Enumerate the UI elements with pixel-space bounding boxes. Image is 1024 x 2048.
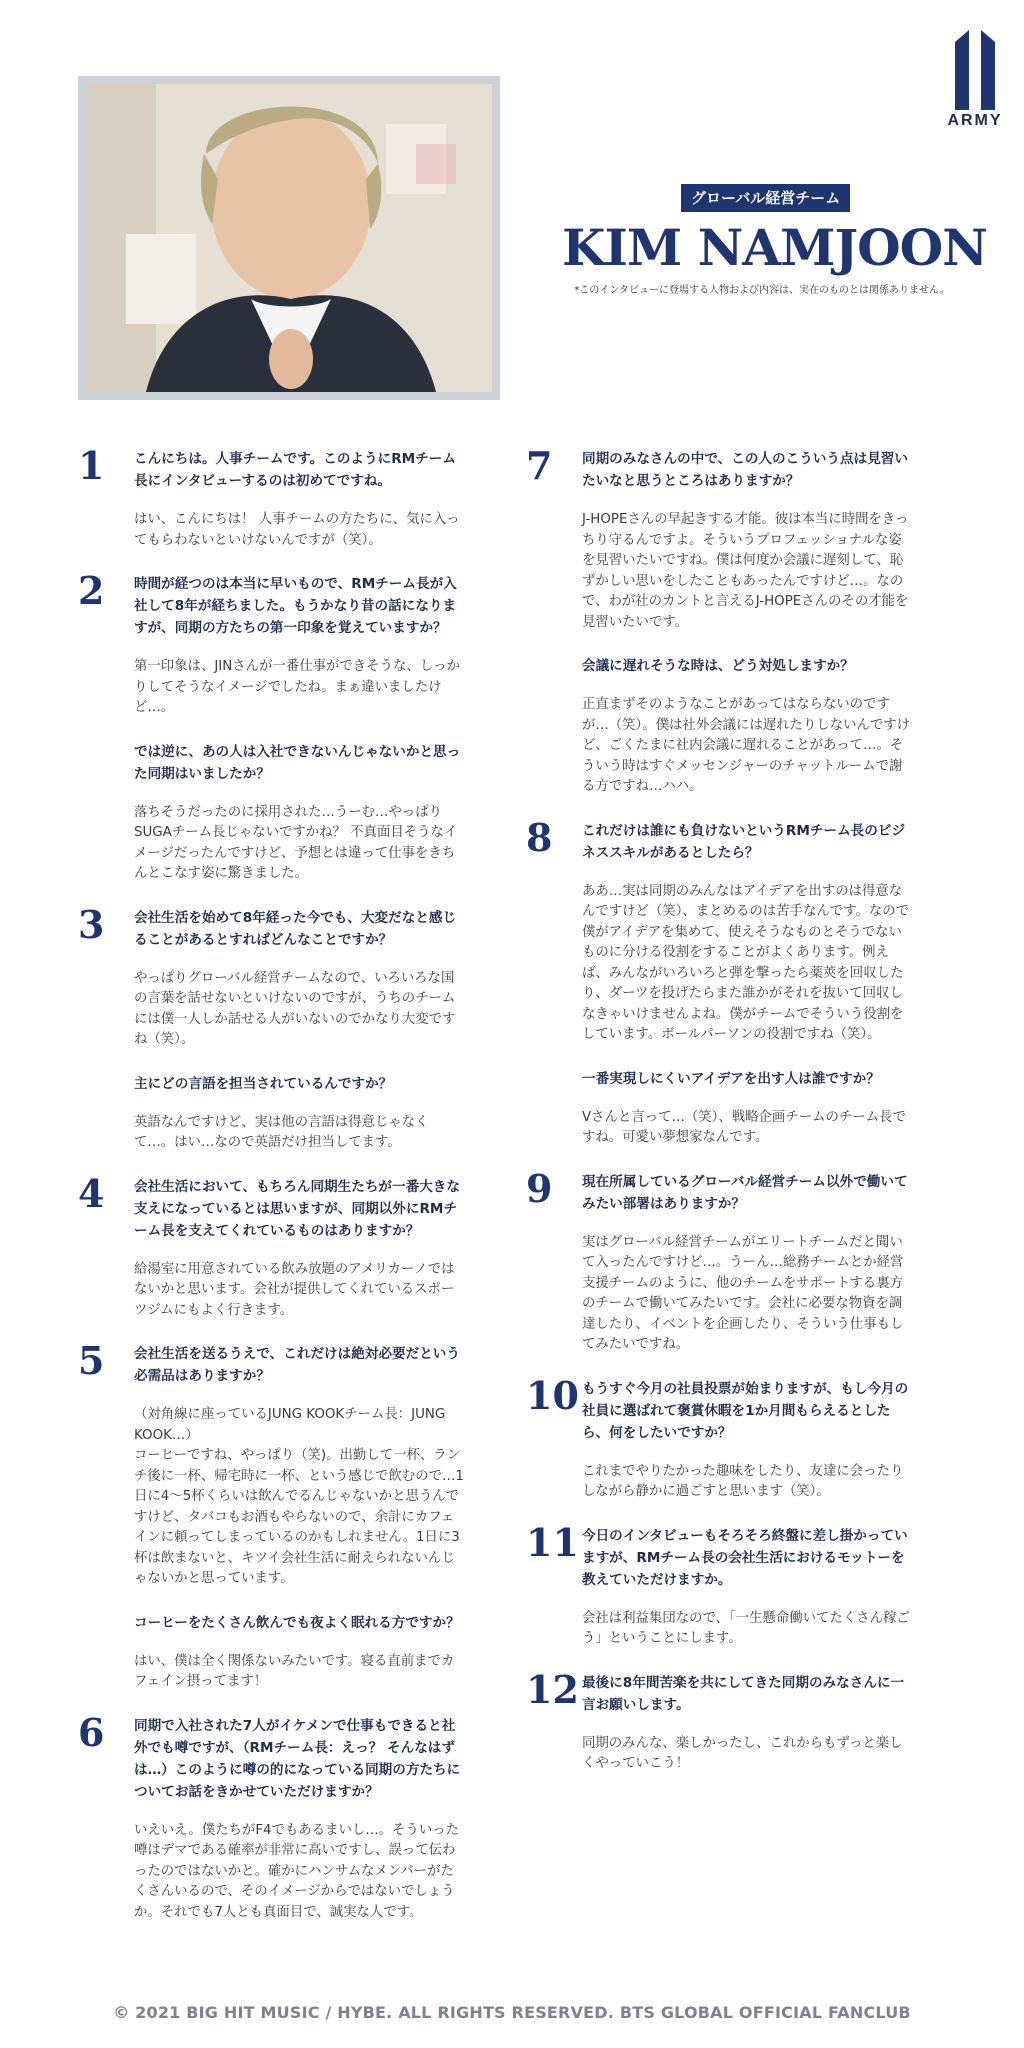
answer: これまでやりたかった趣味をしたり、友達に会ったりしながら静かに過ごすと思います（笑）。 bbox=[582, 1463, 904, 1499]
question: 会社生活を送るうえで、これだけは絶対必要だという必需品はありますか？ bbox=[134, 1346, 460, 1384]
qa-item bbox=[78, 1170, 466, 1322]
copyright-footer: © 2021 BIG HIT MUSIC / HYBE. ALL RIGHTS RESERVED. BTS GLOBAL OFFICIAL FANCLUB bbox=[113, 2003, 911, 2022]
follow-up-question: では逆に、あの人は入社できないんじゃないかと思った同期はいましたか？ bbox=[134, 743, 461, 782]
answer: いえいえ。僕たちがF4でもあるまいし…。そういった噂はデマである確率が非常に高いですし、誤って伝わったのではないかと。確かにハンサムなメンバーがたくさんいるので、そのイメージからではないでしょうか。それでも7人とも真面目で、誠実な人です。 bbox=[134, 1822, 460, 1920]
follow-up-question: コーヒーをたくさん飲んでも夜よく眠れる方ですか？ bbox=[134, 1614, 460, 1631]
follow-up-question: 一番実現しにくいアイデアを出す人は誰ですか？ bbox=[582, 1070, 880, 1087]
question-number: 8 bbox=[526, 814, 553, 860]
qa-item bbox=[78, 568, 466, 885]
army-logo bbox=[946, 28, 1004, 130]
question-number: 7 bbox=[526, 443, 553, 488]
question-number: 9 bbox=[526, 1165, 553, 1211]
question: 現在所属しているグローバル経営チーム以外で働いてみたい部署はありますか？ bbox=[582, 1173, 908, 1212]
team-badge: グローバル経営チーム bbox=[681, 184, 850, 212]
answer: J-HOPEさんの早起きする才能。彼は本当に時間をきっちり守るんですよ。そういうプロフェッショナルな姿を見習いたいですね。僕は何度か会議に遅刻して、恥ずかしい思いをしたこともあったんですけど…。なので、わが社のカントと言えるJ-HOPEさんのその才能を見習いたいです。 bbox=[582, 512, 909, 630]
qa-item bbox=[526, 1519, 914, 1650]
answer: ああ…実は同期のみんなはアイデアを出すのは得意なんですけど（笑）、まとめるのは苦手なんです。なので僕がアイデアを集めて、使えそうなものとそうでないものに分ける役割をすることがよくあります。例えば、みんながいろいろと弾を撃ったら薬莢を回収したり、ダーツを投げたらまた誰かがそれを抜いて回収しなきゃいけませんよね。僕がチームでそういう役割をしています。ボールパーソンの役割ですね（笑）。 bbox=[582, 883, 909, 1042]
question-number: 6 bbox=[78, 1709, 105, 1755]
portrait-photo bbox=[86, 84, 492, 392]
answer: 会社は利益集団なので、「一生懸命働いてたくさん稼ごう」ということにします。 bbox=[582, 1610, 910, 1646]
question-number: 1 bbox=[78, 443, 105, 488]
qa-item bbox=[526, 443, 914, 798]
person-name: KIM NAMJOON bbox=[562, 218, 987, 277]
qa-item bbox=[526, 1165, 914, 1356]
question-number: 5 bbox=[78, 1338, 105, 1383]
question-number: 2 bbox=[78, 568, 105, 613]
follow-up-answer: はい、僕は全く関係ないみたいです。寝る直前までカフェイン摂ってます！ bbox=[134, 1653, 455, 1689]
question-number: 4 bbox=[78, 1170, 105, 1216]
follow-up-question: 主にどの言語を担当されているんですか？ bbox=[134, 1075, 393, 1092]
answer: はい、こんにちは！ 人事チームの方たちに、気に入ってもらわないといけないんですが（笑）。 bbox=[134, 512, 460, 548]
question-number: 10 bbox=[526, 1372, 579, 1418]
question: 時間が経つのは本当に早いもので、RMチーム長が入社して8年が経ちました。もうかなり昔の話になりますが、同期の方たちの第一印象を覚えていますか？ bbox=[134, 576, 457, 636]
follow-up-answer: 英語なんですけど、実は他の言語は得意じゃなくて…。はい…なので英語だけ担当してます。 bbox=[134, 1114, 429, 1150]
question-number: 11 bbox=[526, 1519, 579, 1565]
follow-up-answer: Vさんと言って…（笑）、戦略企画チームのチーム長ですね。可愛い夢想家なんです。 bbox=[582, 1109, 906, 1145]
question: これだけは誰にも負けないというRMチーム長のビジネススキルがあるとしたら？ bbox=[582, 822, 906, 861]
answer: 実はグローバル経営チームがエリートチームだと聞いて入ったんですけど…。うーん…総務チームとか経営支援チームのように、他のチームをサポートする裏方のチームで働いてみたいです。会社に必要な物資を調達したり、イベントを企画したり、そういう仕事もしてみたいですね。 bbox=[582, 1234, 904, 1352]
question: 会社生活において、もちろん同期生たちが一番大きな支えになっているとは思いますが、同期以外にRMチーム長を支えてくれているものはありますか？ bbox=[134, 1178, 460, 1239]
qa-item bbox=[78, 1338, 466, 1693]
answer: （対角線に座っているJUNG KOOKチーム長：JUNG KOOK…） コーヒーですね、やっぱり（笑)。出勤して一杯、ランチ後に一杯、帰宅時に一杯、という感じで飲むので…1日に4〜5杯くらいは飲んでるんじゃないかと思うんですけど、タバコもお酒もやらないので、余計にカフェインに頼ってしまっているのかもしれません。1日に3杯は飲まないと、キツイ会社生活に耐えられないんじゃないかと思っています。 bbox=[134, 1407, 464, 1586]
qa-item bbox=[526, 1372, 914, 1503]
question: 会社生活を始めて8年経った今でも、大変だなと感じることがあるとすればどんなことですか？ bbox=[134, 909, 457, 948]
question: もうすぐ今月の社員投票が始まりますが、もし今月の社員に選ばれて褒賞休暇を1か月間もらえるとしたら、何をしたいですか？ bbox=[582, 1380, 909, 1441]
qa-item bbox=[78, 443, 466, 551]
follow-up-answer: 正直まずそのようなことがあってはならないのですが…（笑）。僕は社外会議には遅れたりしないんですけど、ごくたまに社内会議に遅れることがあって…。そういう時はすぐメッセンジャーのチャットルームで謝る方ですね…ハハ。 bbox=[582, 697, 911, 794]
portrait-illustration bbox=[86, 84, 492, 392]
question: 同期のみなさんの中で、この人のこういう点は見習いたいなと思うところはありますか？ bbox=[582, 451, 908, 489]
question: 同期で入社された7人がイケメンで仕事もできると社外でも噂ですが、（RMチーム長：えっ？ そんなはずは…）このように噂の的になっている同期の方たちについてお話をきかせていただけますか？ bbox=[134, 1717, 461, 1800]
portrait-photo-frame bbox=[78, 76, 500, 400]
question-number: 12 bbox=[526, 1666, 579, 1712]
interview-column-right bbox=[526, 443, 914, 1797]
answer: 給湯室に用意されている飲み放題のアメリカーノではないかと思います。会社が提供してくれているスポーツジムにもよく行きます。 bbox=[134, 1261, 455, 1318]
army-logo-icon bbox=[946, 28, 1004, 110]
follow-up-answer: 落ちそうだったのに採用された…うーむ…やっぱりSUGAチーム長じゃないですかね？ 不真面目そうなイメージだったんですけど、予想とは違って仕事をきちんとこなす姿に驚きました。 bbox=[134, 804, 458, 881]
question: こんにちは。人事チームです。このようにRMチーム長にインタビューするのは初めてですね。 bbox=[134, 451, 456, 489]
logo-text: ARMY bbox=[947, 112, 1003, 129]
answer: 同期のみんな、楽しかったし、これからもずっと楽しくやっていこう！ bbox=[582, 1735, 903, 1771]
question: 今日のインタビューもそろそろ終盤に差し掛かっていますが、RMチーム長の会社生活におけるモットーを教えていただけますか。 bbox=[582, 1527, 908, 1588]
question: 最後に8年間苦楽を共にしてきた同期のみなさんに一言お願いします。 bbox=[582, 1674, 905, 1713]
answer: やっぱりグローバル経営チームなので、いろいろな国の言葉を話せないといけないのですが、うちのチームには僕一人しか話せる人がいないのでかなり大変ですね（笑）。 bbox=[134, 970, 456, 1047]
answer: 第一印象は、JINさんが一番仕事ができそうな、しっかりしてそうなイメージでしたね。まぁ違いましたけど…。 bbox=[134, 659, 460, 715]
interview-column-left bbox=[78, 443, 466, 1945]
follow-up-question: 会議に遅れそうな時は、どう対処しますか？ bbox=[582, 658, 854, 674]
disclaimer: *このインタビューに登場する人物および内容は、実在のものとは関係ありません。 bbox=[574, 285, 950, 296]
qa-item bbox=[78, 901, 466, 1154]
question-number: 3 bbox=[78, 901, 105, 947]
qa-item bbox=[526, 1666, 914, 1775]
qa-item bbox=[78, 1709, 466, 1924]
qa-item bbox=[526, 814, 914, 1149]
